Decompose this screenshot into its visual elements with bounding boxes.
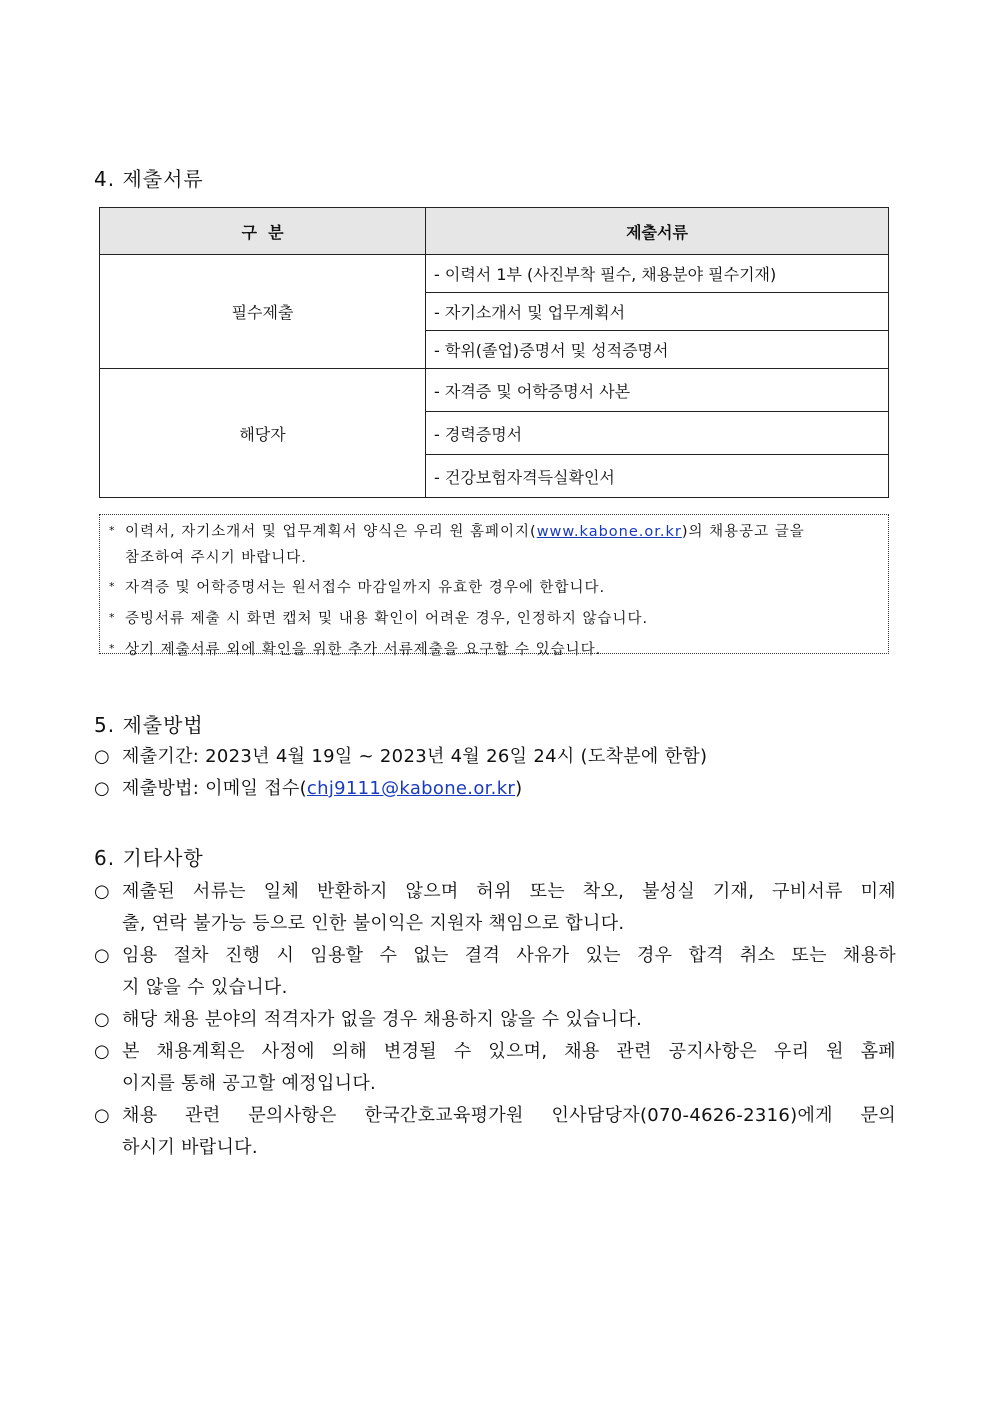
list-item: ○ 채용 관련 문의사항은 한국간호교육평가원 인사담당자(070-4626-2316)에게 문의 하시기 바랍니다. <box>94 1100 896 1164</box>
method-text: ) <box>515 778 523 799</box>
document-item: - 경력증명서 <box>426 412 889 455</box>
section-6-title: 6. 기타사항 <box>94 846 204 870</box>
submission-period <box>94 741 894 773</box>
circle-bullet-icon: ○ <box>94 945 111 966</box>
header-category: 구 분 <box>100 208 426 255</box>
documents-table <box>99 207 889 498</box>
list-item: ○ 본 채용계획은 사정에 의해 변경될 수 있으며, 채용 관련 공지사항은 우리 원 홈페 이지를 통해 공고할 예정입니다. <box>94 1036 896 1100</box>
misc-list <box>94 876 896 1164</box>
notes-box <box>99 514 889 658</box>
star-marker: * <box>109 580 116 593</box>
note-item <box>109 603 879 634</box>
note-text: )의 채용공고 글을 <box>681 524 805 540</box>
document-item: - 자기소개서 및 업무계획서 <box>426 293 889 331</box>
document-item: - 학위(졸업)증명서 및 성적증명서 <box>426 331 889 369</box>
table-row <box>100 369 889 412</box>
document-item: - 자격증 및 어학증명서 사본 <box>426 369 889 412</box>
note-text: 자격증 및 어학증명서는 원서접수 마감일까지 유효한 경우에 한합니다. <box>125 580 606 596</box>
list-item: ○ 해당 채용 분야의 적격자가 없을 경우 채용하지 않을 수 있습니다. <box>94 1004 896 1036</box>
header-documents: 제출서류 <box>426 208 889 255</box>
circle-bullet-icon: ○ <box>94 1105 111 1126</box>
note-item <box>109 572 879 603</box>
note-text: 상기 제출서류 외에 확인을 위한 추가 서류제출을 요구할 수 있습니다. <box>125 642 602 658</box>
method-text: 제출방법: 이메일 접수( <box>122 778 307 799</box>
list-item: ○ 제출된 서류는 일체 반환하지 않으며 허위 또는 착오, 불성실 기재, 구비서류 미제 출, 연락 불가능 등으로 인한 불이익은 지원자 책임으로 합니다. <box>94 876 896 940</box>
homepage-link[interactable]: www.kabone.or.kr <box>536 524 682 540</box>
email-link[interactable]: chj9111@kabone.or.kr <box>306 778 516 799</box>
document-item: - 건강보험자격득실확인서 <box>426 455 889 498</box>
note-text: 이력서, 자기소개서 및 업무계획서 양식은 우리 원 홈페이지( <box>125 524 537 540</box>
star-marker: * <box>109 611 116 624</box>
circle-bullet-icon: ○ <box>94 778 111 799</box>
section-5-title: 5. 제출방법 <box>94 713 204 737</box>
list-item: ○ 임용 절차 진행 시 임용할 수 없는 결격 사유가 있는 경우 합격 취소 또는 채용하 지 않을 수 있습니다. <box>94 940 896 1004</box>
circle-bullet-icon: ○ <box>94 881 111 902</box>
table-header-row <box>100 208 889 255</box>
circle-bullet-icon: ○ <box>94 1041 111 1062</box>
period-text: 제출기간: 2023년 4월 19일 ~ 2023년 4월 26일 24시 (도착분에 한함) <box>122 746 708 767</box>
submission-method <box>94 773 894 805</box>
circle-bullet-icon: ○ <box>94 746 111 767</box>
table-row <box>100 255 889 293</box>
star-marker: * <box>109 524 116 537</box>
section-4-title: 4. 제출서류 <box>94 167 204 191</box>
note-text: 증빙서류 제출 시 화면 캡처 및 내용 확인이 어려운 경우, 인정하지 않습니다. <box>125 611 649 627</box>
category-required: 필수제출 <box>100 255 426 369</box>
note-item <box>109 634 879 665</box>
category-applicable: 해당자 <box>100 369 426 498</box>
star-marker: * <box>109 642 116 655</box>
note-item <box>109 519 879 544</box>
note-continuation: 참조하여 주시기 바랍니다. <box>125 550 307 566</box>
circle-bullet-icon: ○ <box>94 1009 111 1030</box>
document-item: - 이력서 1부 (사진부착 필수, 채용분야 필수기재) <box>426 255 889 293</box>
